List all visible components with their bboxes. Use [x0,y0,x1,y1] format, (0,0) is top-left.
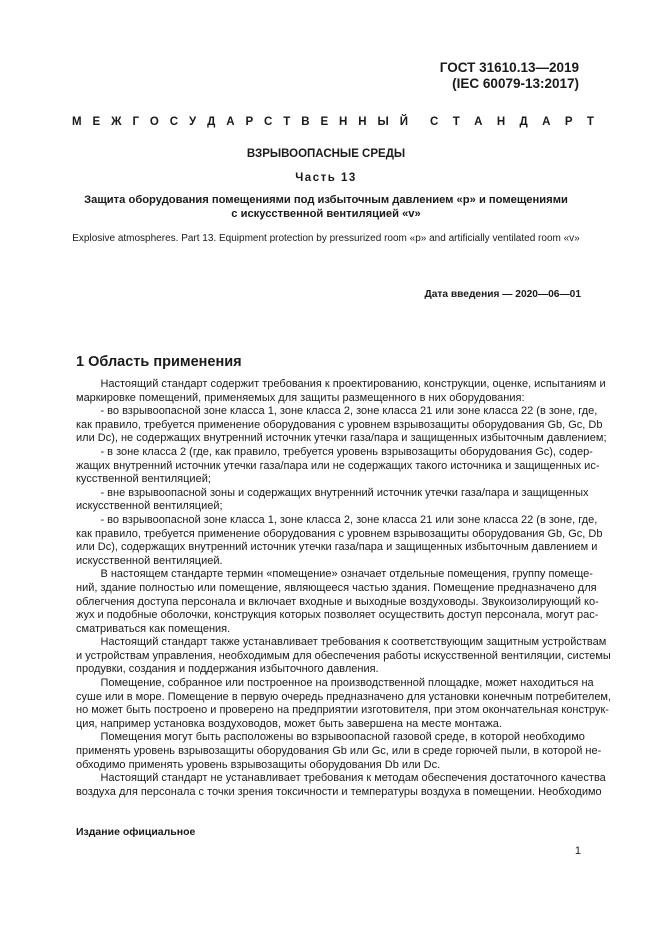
body-line: воздуха для персонала с точки зрения токсичности и температуры воздуха в помещении. Необходимо [76,785,602,798]
body-line: облегчения доступа персонала и включает входные и выходные воздуховоды. Звукоизолирующий ко- [76,595,599,608]
standard-letter: Д [519,116,528,128]
body-line: - во взрывоопасной зоне класса 1, зоне класса 2, зоне класса 21 или зоне класса 22 (в зоне, где, [76,513,598,526]
body-line: продувки, создания и поддержания избыточного давления. [76,663,379,676]
standard-letter: С [430,116,439,128]
body-line: но может быть построено и проверено на предприятии изготовителя, при этом окончательная конструк- [76,704,609,717]
interstate-letter: Н [339,116,348,128]
interstate-letter: Е [320,116,329,128]
official-edition-label: Издание официальное [76,826,196,838]
page-number: 1 [574,845,581,857]
body-line: суше или в море. Помещение в первую очередь предназначено для установки конечным потребителем, [76,690,612,703]
body-line: Настоящий стандарт содержит требования к проектированию, конструкции, оценке, испытаниям и [76,378,606,390]
interstate-letter: Е [92,116,101,128]
standard-word [430,116,594,128]
introduction-date: Дата введения — 2020—06—01 [424,289,581,300]
body-line: и устройствам управления, необходимым для обеспечения работы искусственной вентиляции, системы [76,649,611,662]
body-line: искусственной вентиляцией. [76,554,223,567]
standard-letter: Т [452,116,460,128]
standard-letter: А [542,116,551,128]
body-line: сматриваться как помещения. [76,622,231,635]
standard-letter: Р [564,116,573,128]
interstate-letter: С [169,116,179,128]
body-line: как правило, требуется применение оборудования с уровнем взрывозащиты оборудования Gb, Gc, Db [76,418,603,431]
body-line: - в зоне класса 2 (где, как правило, требуется уровень взрывозащиты оборудования Gc), содер- [76,445,593,458]
body-line: жух и подобные оболочки, конструкция которых позволяет осуществить доступ персонала, могут рас- [76,609,599,622]
document-title: ВЗРЫВООПАСНЫЕ СРЕДЫ [246,148,406,160]
subtitle-line: Защита оборудования помещениями под избыточным давлением «р» и помещениями [84,194,568,206]
interstate-letter: Р [245,116,254,128]
document-subtitle [72,193,580,221]
standard-letter: А [474,116,483,128]
body-line: Настоящий стандарт также устанавливает требования к соответствующим защитным устройствам [76,636,607,649]
interstate-letter: Д [207,116,216,128]
interstate-letter: О [149,116,159,128]
body-line: Помещение, собранное или построенное на производственной площадке, может находиться на [76,677,594,690]
section-body [76,378,612,799]
standard-designation [359,60,579,92]
body-line: ция, например установка воздуховодов, может быть завершена на месте монтажа. [76,717,502,730]
body-line: Настоящий стандарт не устанавливает требования к методам обеспечения достаточного качества [76,772,606,785]
body-line: обходимо применять уровень взрывозащиты оборудования Db или Dc. [76,758,441,771]
interstate-letter: М [72,116,82,128]
english-title: Explosive atmospheres. Part 13. Equipment protection by pressurized room «p» and artificially ventilated room «v» [72,233,580,244]
body-line: или Dc), содержащих внутренний источник утечки газа/пара и защищенных избыточным давлением и [76,541,598,554]
body-line: или Dc), не содержащих внутренний источник утечки газа/пара и защищенных избыточным давлением; [76,432,607,445]
body-line: Помещения могут быть расположены во взрывоопасной газовой среде, в которой необходимо [76,731,585,744]
interstate-letter: Т [283,116,291,128]
interstate-letter: Ж [111,116,122,128]
body-line: маркировке помещений, применяемых для защиты размещенного в них оборудования: [76,391,525,404]
body-line: искусственной вентиляцией; [76,500,223,513]
interstate-letter: А [226,116,235,128]
body-line: жащих внутренний источник утечки газа/пара или не содержащих такого источника и защищенных ис- [76,459,600,472]
body-line: ний, здание полностью или помещение, являющееся частью здания. Помещение предназначено для [76,581,597,594]
standard-letter: Т [586,116,594,128]
standard-letter: Н [496,116,506,128]
interstate-letter: Н [358,116,367,128]
interstate-letter: Й [399,116,408,128]
body-line: В настоящем стандарте термин «помещение» означает отдельные помещения, группу помеще- [76,568,593,581]
interstate-letter: Г [132,116,139,128]
standard-number: ГОСТ 31610.13—2019 [439,60,579,75]
body-line: как правило, требуется применение оборудования с уровнем взрывозащиты оборудования Gb, Gc, Db [76,527,603,540]
section-heading: 1 Область применения [76,354,242,370]
body-line: - во взрывоопасной зоне класса 1, зоне класса 2, зоне класса 21 или зоне класса 22 (в зоне, где, [76,405,598,418]
interstate-letter: В [301,116,310,128]
body-line: применять уровень взрывозащиты оборудования Gb или Gc, или в среде горючей пыли, в которой не- [76,745,602,758]
iec-number: (IEC 60079-13:2017) [452,76,579,91]
subtitle-line: с искусственной вентиляцией «v» [231,208,421,220]
interstate-letter: С [264,116,273,128]
interstate-word [72,116,408,128]
interstate-standard-banner [72,116,594,132]
body-line: кусственной вентиляцией; [76,473,211,486]
body-line: - вне взрывоопасной зоны и содержащих внутренний источник утечки газа/пара и защищенных [76,486,589,499]
part-number: Часть 13 [295,172,357,184]
interstate-letter: Ы [377,116,389,128]
interstate-letter: У [189,116,197,128]
